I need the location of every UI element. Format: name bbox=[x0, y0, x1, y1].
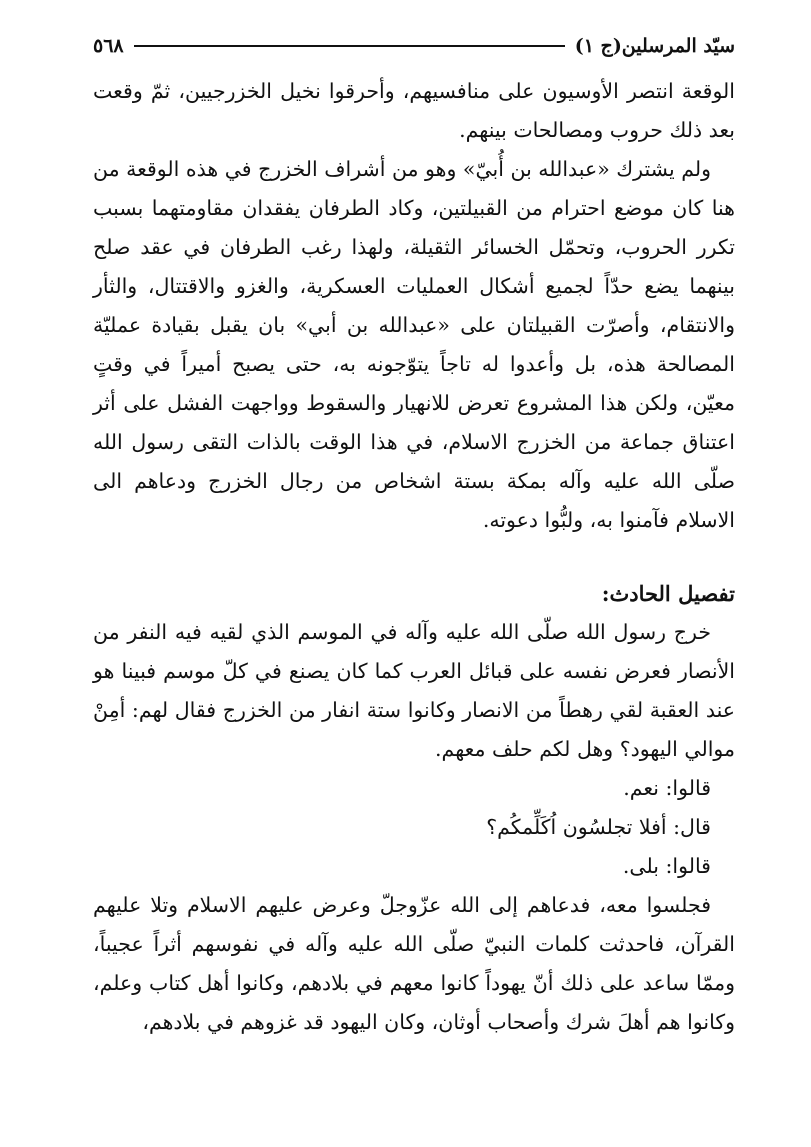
paragraph-incident-intro: خرج رسول الله صلّى الله عليه وآله في الموسم الذي لقيه فيه النفر من الأنصار فعرض نفسه على قبائل العرب كما كان يصنع في كلّ موسم فبينا هو عند العقبة لقي رهطاً من الانصار وكانوا ستة انفار من الخزرج فقال لهم: أمِنْ موالي اليهود؟ وهل لكم حلف معهم. bbox=[93, 620, 735, 761]
page-body bbox=[93, 72, 735, 1042]
book-page bbox=[93, 30, 735, 1130]
dialogue-line: قالوا: بلى. bbox=[622, 854, 711, 878]
paragraph-abdullah-ibn-ubayy: ولم يشترك «عبدالله بن أُبيّ» وهو من أشراف الخزرج في هذه الوقعة من هنا كان موضع احترام من القبيلتين، وكاد الطرفان يفقدان مقاومتهما بسبب تكرر الحروب، وتحمّل الخسائر الثقيلة، ولهذا رغب الطرفان في عقد صلح بينهما يضع حدّاً لجميع أشكال العمليات العسكرية، والغزو والاقتتال، والثأر والانتقام، وأصرّت القبيلتان على «عبدالله بن أبي» بان يقبل بقيادة عمليّة المصالحة هذه، بل وأعدوا له تاجاً يتوّجونه به، حتى يصبح أميراً في وقتٍ معيّن، ولكن هذا المشروع تعرض للانهيار والسقوط وواجهت الفشل على أثر اعتناق جماعة من الخزرج الاسلام، في هذا الوقت بالذات التقى رسول الله صلّى الله عليه وآله بمكة بستة اشخاص من رجال الخزرج ودعاهم الى الاسلام فآمنوا به، ولبُّوا دعوته. bbox=[93, 157, 735, 532]
header-rule bbox=[134, 45, 565, 47]
running-head bbox=[93, 30, 735, 62]
section-heading: تفصيل الحادث: bbox=[601, 581, 735, 606]
paragraph-incident-closing: فجلسوا معه، فدعاهم إلى الله عزّوجلّ وعرض عليهم الاسلام وتلا عليهم القرآن، فاحدثت كلمات النبيّ صلّى الله عليه وآله في نفوسهم أثراً عجيباً، وممّا ساعد على ذلك أنّ يهوداً كانوا معهم في بلادهم، وكانوا أهل كتاب وعلم، وكانوا هم أهلَ شرك وأصحاب أوثان، وكان اليهود قد غزوهم في بلادهم، bbox=[93, 893, 735, 1034]
paragraph-continuation: الوقعة انتصر الأوسيون على منافسيهم، وأحرقوا نخيل الخزرجيين، ثمّ وقعت بعد ذلك حروب ومصالحات بينهم. bbox=[93, 79, 735, 142]
dialogue-line: قال: أفلا تجلسُون اُكَلِّمكُم؟ bbox=[486, 815, 711, 839]
running-title: سيّد المرسلين(ج ١) bbox=[574, 35, 735, 57]
page-number: ٥٦٨ bbox=[93, 35, 124, 57]
dialogue-line: قالوا: نعم. bbox=[623, 776, 711, 800]
